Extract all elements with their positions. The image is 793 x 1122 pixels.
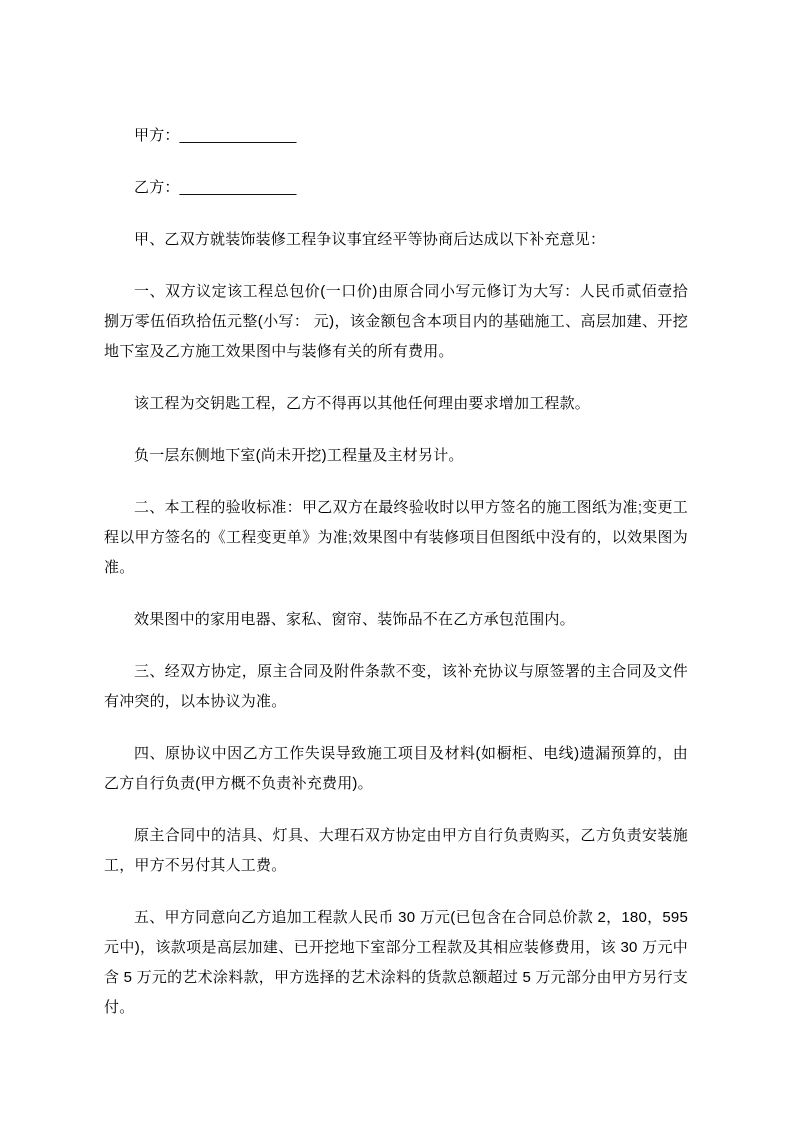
party-b-label: 乙方：	[134, 179, 180, 196]
intro-paragraph: 甲、乙双方就装饰装修工程争议事宜经平等协商后达成以下补充意见：	[134, 231, 606, 248]
party-a-blank: ______________	[179, 127, 297, 144]
clause-2-note-exclusions-paragraph: 效果图中的家用电器、家私、窗帘、装饰品不在乙方承包范围内。	[134, 611, 575, 628]
party-a-label: 甲方：	[134, 127, 180, 144]
clause-1-price-paragraph: 一、双方议定该工程总包价(一口价)由原合同小写元修订为大写：人民币贰佰壹拾捌万零伍佰玖拾伍元整(小写： 元)，该金额包含本项目内的基础施工、高层加建、开挖地下室及乙方施工效果图中与装修有关的所有费用。	[104, 283, 688, 360]
party-a-line	[104, 121, 688, 151]
clause-4-note-materials-paragraph: 原主合同中的洁具、灯具、大理石双方协定由甲方自行负责购买，乙方负责安装施工，甲方不另付其人工费。	[104, 827, 688, 874]
clause-4-omissions-paragraph: 四、原协议中因乙方工作失误导致施工项目及材料(如橱柜、电线)遗漏预算的，由乙方自行负责(甲方概不负责补充费用)。	[104, 745, 688, 792]
clause-5-additional-payment-paragraph: 五、甲方同意向乙方追加工程款人民币 30 万元(已包含在合同总价款 2，180，595 元中)，该款项是高层加建、已开挖地下室部分工程款及其相应装修费用，该 30 万元中含 5 万元的艺术涂料款，甲方选择的艺术涂料的货款总额超过 5 万元部分由甲方另行支付。	[104, 909, 688, 1016]
party-b-blank: ______________	[179, 179, 297, 196]
clause-1-note-turnkey-paragraph: 该工程为交钥匙工程，乙方不得再以其他任何理由要求增加工程款。	[134, 395, 591, 412]
clause-2-acceptance-paragraph: 二、本工程的验收标准：甲乙双方在最终验收时以甲方签名的施工图纸为准;变更工程以甲方签名的《工程变更单》为准;效果图中有装修项目但图纸中没有的，以效果图为准。	[104, 499, 688, 576]
clause-3-precedence-paragraph: 三、经双方协定，原主合同及附件条款不变，该补充协议与原签署的主合同及文件有冲突的，以本协议为准。	[104, 663, 688, 710]
party-b-line	[104, 173, 688, 203]
clause-1-note-basement-paragraph: 负一层东侧地下室(尚未开挖)工程量及主材另计。	[134, 447, 464, 464]
